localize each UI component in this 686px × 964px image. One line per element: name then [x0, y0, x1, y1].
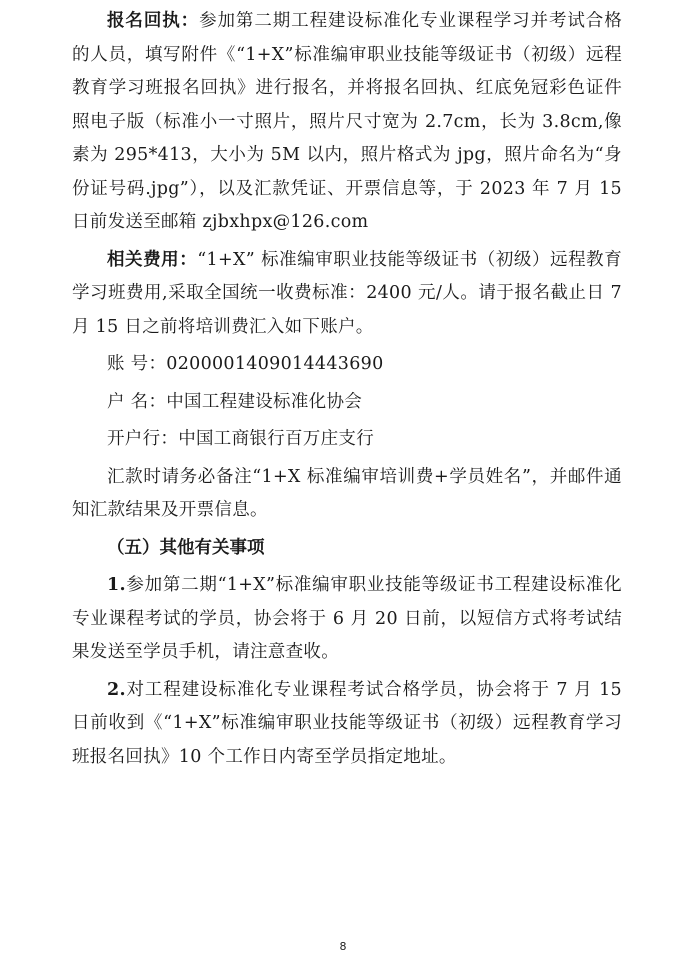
account-name-line: 户 名：中国工程建设标准化协会 — [107, 391, 363, 412]
document-body — [72, 0, 622, 774]
list-item — [72, 674, 622, 775]
section-heading: （五）其他有关事项 — [107, 537, 265, 558]
registration-label: 报名回执： — [107, 11, 200, 31]
remittance-note: 汇款时请务必备注“1+X 标准编审培训费+学员姓名”，并邮件通知汇款结果及开票信息。 — [72, 466, 622, 520]
list-item — [72, 569, 622, 670]
fees-text: “1+X” 标准编审职业技能等级证书（初级）远程教育学习班费用,采取全国统一收费标准：2400 元/人。请于报名截止日 7 月 15 日之前将培训费汇入如下账户。 — [72, 249, 622, 337]
item-text: 参加第二期“1+X”标准编审职业技能等级证书工程建设标准化专业课程考试的学员，协会将于 6 月 20 日前，以短信方式将考试结果发送至学员手机，请注意查收。 — [72, 575, 622, 662]
account-bank-line: 开户行：中国工商银行百万庄支行 — [107, 429, 374, 449]
fees-label: 相关费用： — [107, 249, 198, 270]
registration-text: 参加第二期工程建设标准化专业课程学习并考试合格的人员，填写附件《“1+X”标准编审职业技能等级证书（初级）远程教育学习班报名回执》进行报名，并将报名回执、红底免冠彩色证件照电子版（标准小一寸照片，照片尺寸宽为 2.7cm，长为 3.8cm,像素为 295*413，大小为 5M 以内，照片格式为 jpg，照片命名为“身份证号码.jpg”），以及汇款凭证、开票信息等，于 2023 年 7 月 15 日前发送至邮箱 zjbxhpx@126.com — [72, 11, 622, 232]
item-text: 对工程建设标准化专业课程考试合格学员，协会将于 7 月 15 日前收到《“1+X”标准编审职业技能等级证书（初级）远程教育学习班报名回执》10 个工作日内寄至学员指定地址。 — [72, 679, 622, 767]
page-number: 8 — [339, 940, 347, 953]
item-number: 1. — [107, 575, 126, 595]
fees-paragraph — [72, 244, 622, 345]
registration-paragraph — [72, 5, 622, 240]
account-number-line: 账 号：0200001409014443690 — [107, 354, 384, 374]
item-number: 2. — [107, 679, 126, 700]
